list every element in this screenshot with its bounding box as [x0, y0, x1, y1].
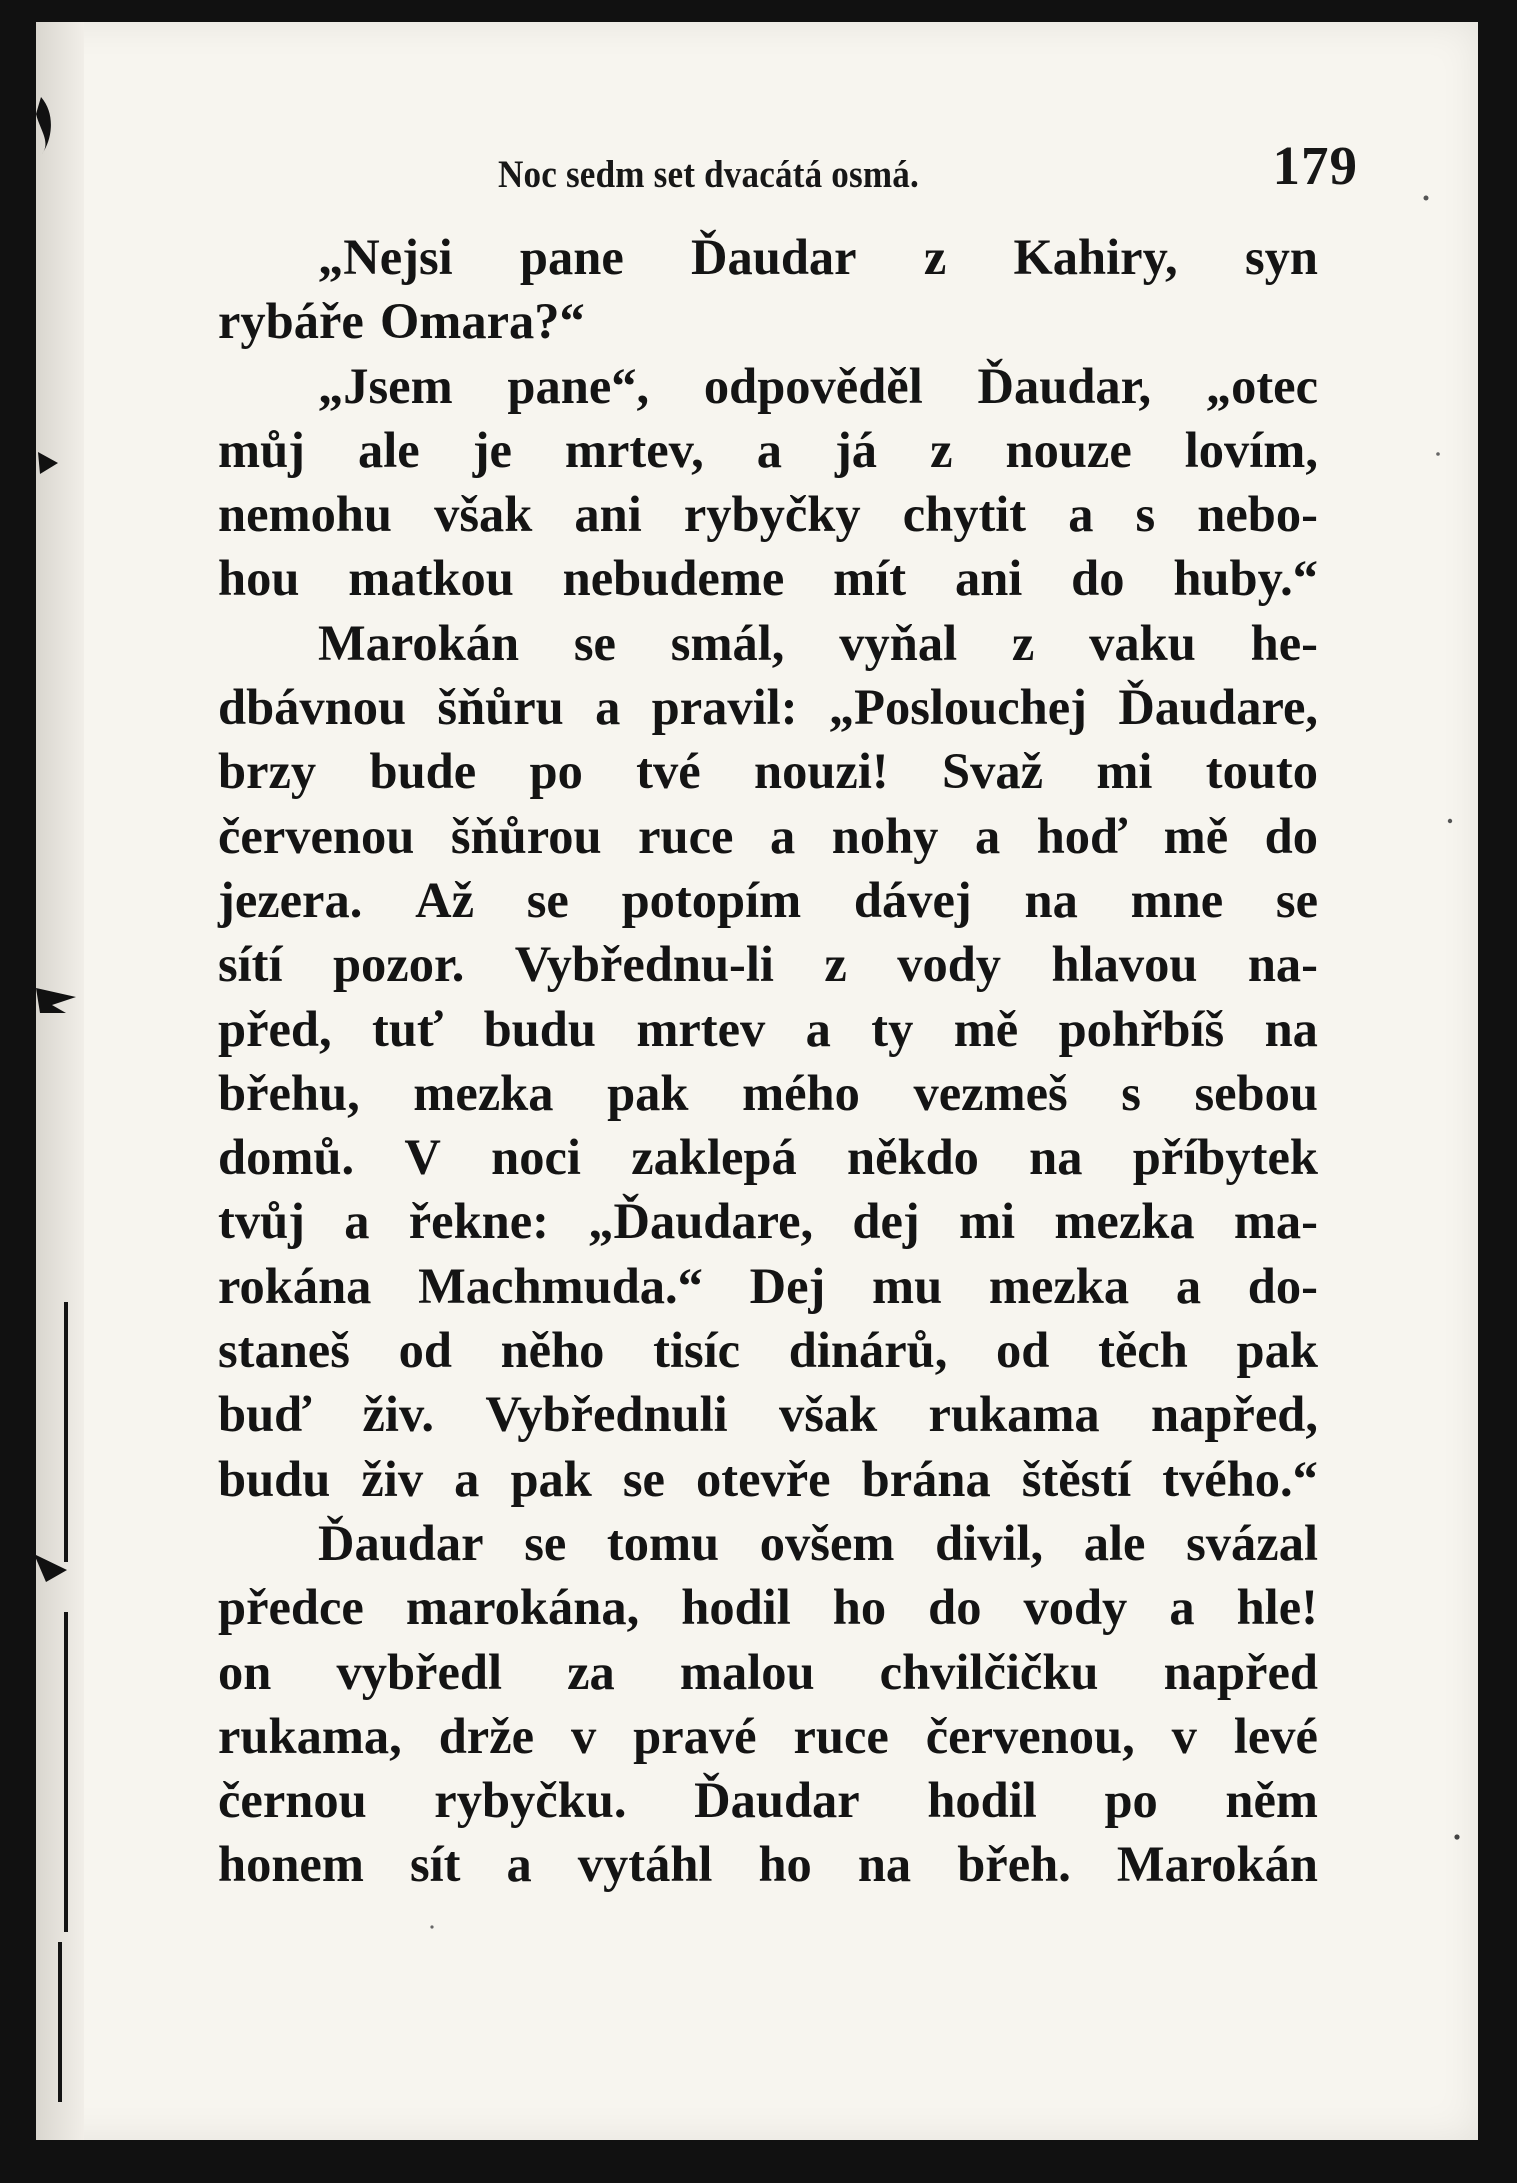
text-line — [218, 1447, 1318, 1511]
text-word: Ďaudar — [691, 229, 857, 285]
text-word: dávej — [853, 871, 972, 928]
text-word: tvé — [636, 743, 701, 800]
text-word: Dej — [749, 1257, 826, 1314]
dust-speck — [1436, 452, 1440, 456]
text-word: ale — [1083, 1514, 1146, 1571]
text-word: hou — [218, 550, 300, 607]
text-word: na- — [1247, 936, 1318, 993]
text-word: hlavou — [1051, 936, 1198, 993]
text-word: „Ďaudare, — [588, 1193, 814, 1250]
text-word: mě — [953, 1000, 1019, 1057]
text-word: rukama, — [218, 1707, 402, 1764]
text-word: ho — [832, 1579, 887, 1636]
text-word: břeh. — [957, 1836, 1071, 1893]
text-word: svázal — [1186, 1514, 1318, 1571]
text-word: pane“, — [507, 357, 650, 414]
text-word: brzy — [218, 743, 317, 800]
text-word: za — [567, 1643, 615, 1700]
text-word: od — [996, 1322, 1050, 1379]
text-word: matkou — [348, 550, 514, 607]
text-word: černou — [218, 1772, 367, 1829]
text-line — [218, 804, 1318, 868]
text-line — [218, 1511, 1318, 1575]
running-title: Noc sedm set dvacátá osmá. — [498, 153, 919, 196]
text-word: mrtev — [636, 1000, 766, 1057]
text-word: chytit — [902, 486, 1027, 543]
text-word: drže — [438, 1707, 535, 1764]
text-line — [218, 675, 1318, 739]
text-word: do — [1264, 807, 1318, 864]
text-word: Vybřednu-li — [514, 936, 774, 993]
text-word: a — [974, 807, 1001, 864]
text-word: něho — [500, 1322, 605, 1379]
text-word: budu — [483, 1000, 596, 1057]
text-word: Marokán — [1116, 1836, 1318, 1893]
text-word: pak — [510, 1450, 592, 1507]
text-word: sebou — [1194, 1064, 1318, 1121]
text-line — [218, 1189, 1318, 1253]
text-word: on — [218, 1643, 272, 1700]
text-line — [218, 546, 1318, 610]
page-number: 179 — [1272, 135, 1358, 196]
text-word: mezka — [988, 1257, 1130, 1314]
text-word: pozor. — [332, 936, 465, 993]
text-word: Ďaudar, — [977, 357, 1152, 414]
text-word: můj — [218, 421, 305, 478]
text-word: Ďaudare, — [1118, 679, 1318, 736]
text-word: mrtev, — [564, 421, 704, 478]
text-word: Machmuda.“ — [418, 1257, 703, 1314]
text-word: Vybřednuli — [485, 1386, 728, 1443]
text-word: ho — [758, 1836, 812, 1893]
text-word: z — [824, 936, 847, 993]
text-word: divil, — [935, 1514, 1044, 1571]
text-word: pravé — [633, 1707, 757, 1764]
text-word: jezera. — [218, 871, 363, 928]
text-word: nemohu — [218, 486, 392, 543]
text-line — [218, 289, 1318, 353]
text-word: živ. — [362, 1386, 435, 1443]
text-line — [218, 354, 1318, 418]
text-word: chvilčičku — [879, 1643, 1099, 1700]
text-word: nouze — [1005, 421, 1132, 478]
text-word: se — [526, 871, 569, 928]
text-word: tuť — [372, 1000, 444, 1057]
text-word: mě — [1163, 807, 1229, 864]
text-word: vytáhl — [577, 1836, 713, 1893]
text-line — [218, 997, 1318, 1061]
text-word: V — [404, 1129, 441, 1186]
text-word: se — [573, 614, 616, 671]
text-word: příbytek — [1132, 1129, 1318, 1186]
text-word: brána — [861, 1450, 991, 1507]
text-word: pravil: — [651, 679, 798, 736]
text-word: rybyčku. — [434, 1772, 627, 1829]
text-word: vaku — [1089, 614, 1196, 671]
text-word: tomu — [606, 1514, 720, 1571]
text-word: syn — [1244, 229, 1318, 285]
binding-thread — [64, 1612, 68, 1932]
text-word: domů. — [218, 1129, 355, 1186]
text-word: staneš — [218, 1322, 350, 1379]
text-word: z — [1011, 614, 1035, 671]
text-word: ruce — [638, 807, 734, 864]
text-line — [218, 1768, 1318, 1832]
text-word: buď — [218, 1386, 312, 1443]
text-word: a — [1175, 1257, 1202, 1314]
text-word: mi — [1096, 743, 1153, 800]
text-line — [218, 932, 1318, 996]
text-word: červenou — [218, 807, 415, 864]
text-word: ale — [357, 421, 420, 478]
text-word: a — [805, 1000, 831, 1057]
text-word: budu — [218, 1450, 331, 1507]
text-word: hodil — [681, 1579, 791, 1636]
text-word: řekne: — [408, 1193, 549, 1250]
text-word: „Nejsi — [318, 229, 453, 285]
text-word: rokána — [218, 1257, 372, 1314]
text-word: rybyčky — [683, 486, 861, 543]
text-word: sítí — [218, 936, 283, 993]
text-word: sít — [409, 1836, 461, 1893]
text-word: nohy — [831, 807, 939, 864]
text-word: odpověděl — [703, 357, 923, 414]
text-word: noci — [491, 1129, 581, 1186]
text-word: honem — [218, 1836, 364, 1893]
text-word: živ — [361, 1450, 424, 1507]
text-word: napřed, — [1150, 1386, 1318, 1443]
text-line — [218, 1575, 1318, 1639]
text-word: se — [622, 1450, 665, 1507]
text-line — [218, 1318, 1318, 1382]
text-word: se — [524, 1514, 567, 1571]
text-line — [218, 1125, 1318, 1189]
text-word: šňůrou — [450, 807, 602, 864]
text-word: hodil — [927, 1772, 1037, 1829]
running-header — [498, 134, 1358, 204]
text-word: rybáře — [218, 293, 364, 350]
text-word: z — [930, 421, 953, 478]
text-word: vody — [897, 936, 1002, 993]
text-line — [218, 1832, 1318, 1896]
text-word: je — [472, 421, 512, 478]
text-word: však — [778, 1386, 878, 1443]
text-word: po — [1104, 1772, 1158, 1829]
text-word: dej — [852, 1193, 920, 1250]
text-word: mého — [742, 1064, 860, 1121]
text-word: do- — [1247, 1257, 1318, 1314]
text-word: a — [769, 807, 796, 864]
text-word: otevře — [696, 1450, 831, 1507]
text-word: smál, — [670, 614, 785, 671]
text-word: touto — [1205, 743, 1318, 800]
text-word: ty — [871, 1000, 914, 1057]
text-word: Kahiry, — [1013, 229, 1178, 285]
text-word: s — [1121, 1064, 1141, 1121]
text-word: na — [1264, 1000, 1318, 1057]
text-word: na — [1029, 1129, 1083, 1186]
text-line — [218, 739, 1318, 803]
text-word: na — [1024, 871, 1078, 928]
text-word: hoď — [1036, 807, 1128, 864]
text-word: vybředl — [336, 1643, 502, 1700]
text-word: nouzi! — [753, 743, 889, 800]
text-word: v — [1171, 1707, 1197, 1764]
text-word: mezka — [1054, 1193, 1195, 1250]
dust-speck — [430, 1925, 433, 1928]
text-word: Omara?“ — [380, 293, 585, 350]
text-word: mezka — [413, 1064, 554, 1121]
text-word: vezmeš — [913, 1064, 1068, 1121]
text-word: pohřbíš — [1058, 1000, 1225, 1057]
text-word: Marokán — [318, 614, 520, 671]
text-word: z — [923, 229, 947, 285]
text-word: potopím — [621, 871, 802, 928]
text-word: od — [398, 1322, 452, 1379]
text-word: do — [1071, 550, 1125, 607]
text-word: a — [454, 1450, 480, 1507]
binding-thread — [58, 1942, 62, 2102]
text-word: tisíc — [653, 1322, 741, 1379]
text-word: he- — [1250, 614, 1318, 671]
text-line — [218, 611, 1318, 675]
text-word: štěstí — [1021, 1450, 1132, 1507]
text-word: ruce — [793, 1707, 889, 1764]
text-word: bude — [369, 743, 477, 800]
text-word: vody — [1023, 1579, 1128, 1636]
text-word: mi — [958, 1193, 1016, 1250]
text-word: já — [834, 421, 878, 478]
body-text — [218, 225, 1318, 1897]
text-word: pane — [519, 229, 624, 285]
text-word: huby.“ — [1173, 550, 1318, 607]
text-word: a — [1169, 1579, 1195, 1636]
text-line — [218, 1640, 1318, 1704]
text-word: před, — [218, 1000, 332, 1057]
text-word: břehu, — [218, 1064, 360, 1121]
text-word: do — [928, 1579, 982, 1636]
text-word: marokána, — [405, 1579, 640, 1636]
page-gutter-shadow — [36, 22, 84, 2140]
text-word: něm — [1225, 1772, 1318, 1829]
text-word: nebudeme — [562, 550, 785, 607]
text-line — [218, 868, 1318, 932]
text-word: zaklepá — [631, 1129, 797, 1186]
dust-speck — [1424, 196, 1429, 201]
text-word: ani — [954, 550, 1023, 607]
text-word: levé — [1233, 1707, 1318, 1764]
text-word: nebo- — [1197, 486, 1318, 543]
text-word: „Poslouchej — [828, 679, 1087, 736]
text-word: a — [595, 679, 621, 736]
text-word: mít — [833, 550, 907, 607]
text-word: těch — [1098, 1322, 1188, 1379]
text-word: Až — [415, 871, 474, 928]
text-word: červenou, — [925, 1707, 1135, 1764]
text-word: a — [344, 1193, 370, 1250]
text-word: předce — [218, 1579, 364, 1636]
text-line — [218, 1254, 1318, 1318]
text-word: a — [1068, 486, 1094, 543]
text-word: lovím, — [1184, 421, 1318, 478]
text-word: malou — [679, 1643, 815, 1700]
text-word: mne — [1130, 871, 1224, 928]
text-word: s — [1135, 486, 1156, 543]
binding-thread — [64, 1302, 68, 1562]
text-word: pak — [1236, 1322, 1318, 1379]
dust-speck — [1454, 1834, 1459, 1839]
text-word: po — [529, 743, 583, 800]
text-word: Ďaudar — [318, 1514, 484, 1571]
text-word: pak — [607, 1064, 689, 1121]
text-word: ma- — [1233, 1193, 1318, 1250]
text-word: Ďaudar — [694, 1772, 860, 1829]
text-word: tvého.“ — [1162, 1450, 1318, 1507]
text-word: a — [756, 421, 782, 478]
text-word: ani — [574, 486, 642, 543]
text-word: tvůj — [218, 1193, 305, 1250]
text-word: šňůru — [437, 679, 564, 736]
text-word: rukama — [928, 1386, 1100, 1443]
text-word: hle! — [1236, 1579, 1318, 1636]
text-word: dinárů, — [788, 1322, 948, 1379]
text-word: vyňal — [839, 614, 958, 671]
text-word: dbávnou — [218, 679, 407, 736]
text-word: se — [1275, 871, 1318, 928]
text-word: „Jsem — [318, 357, 453, 414]
text-line — [218, 482, 1318, 546]
text-word: Svaž — [942, 743, 1043, 800]
text-line — [218, 1382, 1318, 1446]
text-word: někdo — [846, 1129, 979, 1186]
text-word: však — [434, 486, 533, 543]
text-word: mu — [872, 1257, 943, 1314]
text-word: „otec — [1205, 357, 1318, 414]
book-page — [36, 22, 1478, 2140]
text-line — [218, 1704, 1318, 1768]
text-word: a — [506, 1836, 532, 1893]
text-line — [218, 225, 1318, 289]
text-word: v — [570, 1707, 597, 1764]
text-line — [218, 418, 1318, 482]
text-word: na — [857, 1836, 912, 1893]
text-word: ovšem — [759, 1514, 895, 1571]
text-line — [218, 1061, 1318, 1125]
dust-speck — [1448, 819, 1452, 823]
text-word: napřed — [1163, 1643, 1318, 1700]
